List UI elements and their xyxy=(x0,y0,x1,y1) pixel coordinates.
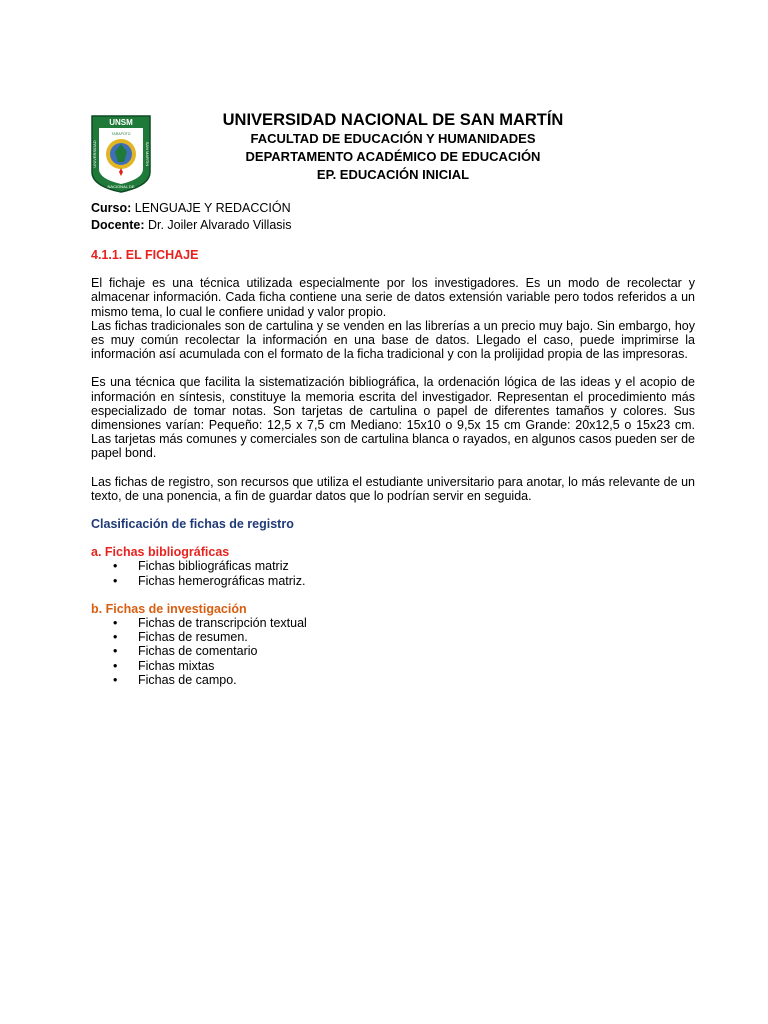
program-name: EP. EDUCACIÓN INICIAL xyxy=(316,167,470,182)
classification-title: Clasificación de fichas de registro xyxy=(91,517,294,532)
list-item: • Fichas bibliográficas matriz xyxy=(91,559,695,573)
list-item: • Fichas hemerográficas matriz. xyxy=(91,574,695,588)
course-line xyxy=(91,200,292,217)
svg-text:TARAPOTO: TARAPOTO xyxy=(111,132,131,136)
document-body xyxy=(91,248,695,687)
university-logo xyxy=(90,114,152,194)
paragraph-4: Las fichas de registro, son recursos que utiliza el estudiante universitario para anotar, lo más relevante de un texto, de una ponencia, a fin de guardar datos que lo podrían servir en seguida. xyxy=(91,474,695,503)
faculty-name: FACULTAD DE EDUCACIÓN Y HUMANIDADES xyxy=(250,131,536,146)
course-label: Curso: xyxy=(91,201,132,215)
group-a-list xyxy=(91,559,695,587)
list-item: • Fichas de comentario xyxy=(91,644,695,658)
teacher-line xyxy=(91,217,292,234)
svg-text:UNSM: UNSM xyxy=(109,118,133,127)
list-item: • Fichas de resumen. xyxy=(91,630,695,644)
svg-text:NACIONAL DE: NACIONAL DE xyxy=(107,184,135,189)
department-name: DEPARTAMENTO ACADÉMICO DE EDUCACIÓN xyxy=(245,149,541,164)
svg-text:SAN MARTIN: SAN MARTIN xyxy=(145,141,150,167)
group-a-title: a. Fichas bibliográficas xyxy=(91,545,230,560)
group-b-list xyxy=(91,616,695,687)
paragraph-1: El fichaje es una técnica utilizada especialmente por los investigadores. Es un modo de recolectar y almacenar información. Cada ficha contiene una serie de datos extensión variable pero todos referidos a un mismo tema, lo cual le confiere unidad y valor propio. xyxy=(91,276,695,319)
paragraph-2: Las fichas tradicionales son de cartulina y se venden en las librerías a un precio muy bajo. Sin embargo, hoy es muy común recolectar la información en una base de datos. Llegado el caso, puede imprimirse la información así acumulada con el formato de la ficha tradicional y con la prolijidad propia de las impresoras. xyxy=(91,318,695,362)
list-item: • Fichas mixtas xyxy=(91,659,695,673)
university-name: UNIVERSIDAD NACIONAL DE SAN MARTÍN xyxy=(222,111,564,129)
course-value: LENGUAJE Y REDACCIÓN xyxy=(134,201,291,215)
section-title: 4.1.1. EL FICHAJE xyxy=(91,248,199,262)
document-header xyxy=(160,110,626,184)
list-item: • Fichas de campo. xyxy=(91,673,695,687)
course-info xyxy=(91,200,292,234)
group-b-title: b. Fichas de investigación xyxy=(91,601,247,616)
teacher-label: Docente: xyxy=(91,218,145,232)
list-item: • Fichas de transcripción textual xyxy=(91,616,695,630)
teacher-value: Dr. Joiler Alvarado Villasis xyxy=(147,218,292,232)
paragraph-3: Es una técnica que facilita la sistematización bibliográfica, la ordenación lógica de las ideas y el acopio de información en síntesis, constituye la memoria escrita del investigador. Representan el procedimiento más especializado de tomar notas. Son tarjetas de cartulina o papel de diferentes tamaños y colores. Sus dimensiones varían: Pequeño: 12,5 x 7,5 cm Mediano: 15x10 o 9,5x 15 cm Grande: 20x12,5 o 15x23 cm. Las tarjetas más comunes y comerciales son de cartulina blanca o rayados, en algunos casos pueden ser de papel bond. xyxy=(91,375,695,461)
svg-text:UNIVERSIDAD: UNIVERSIDAD xyxy=(92,140,97,168)
